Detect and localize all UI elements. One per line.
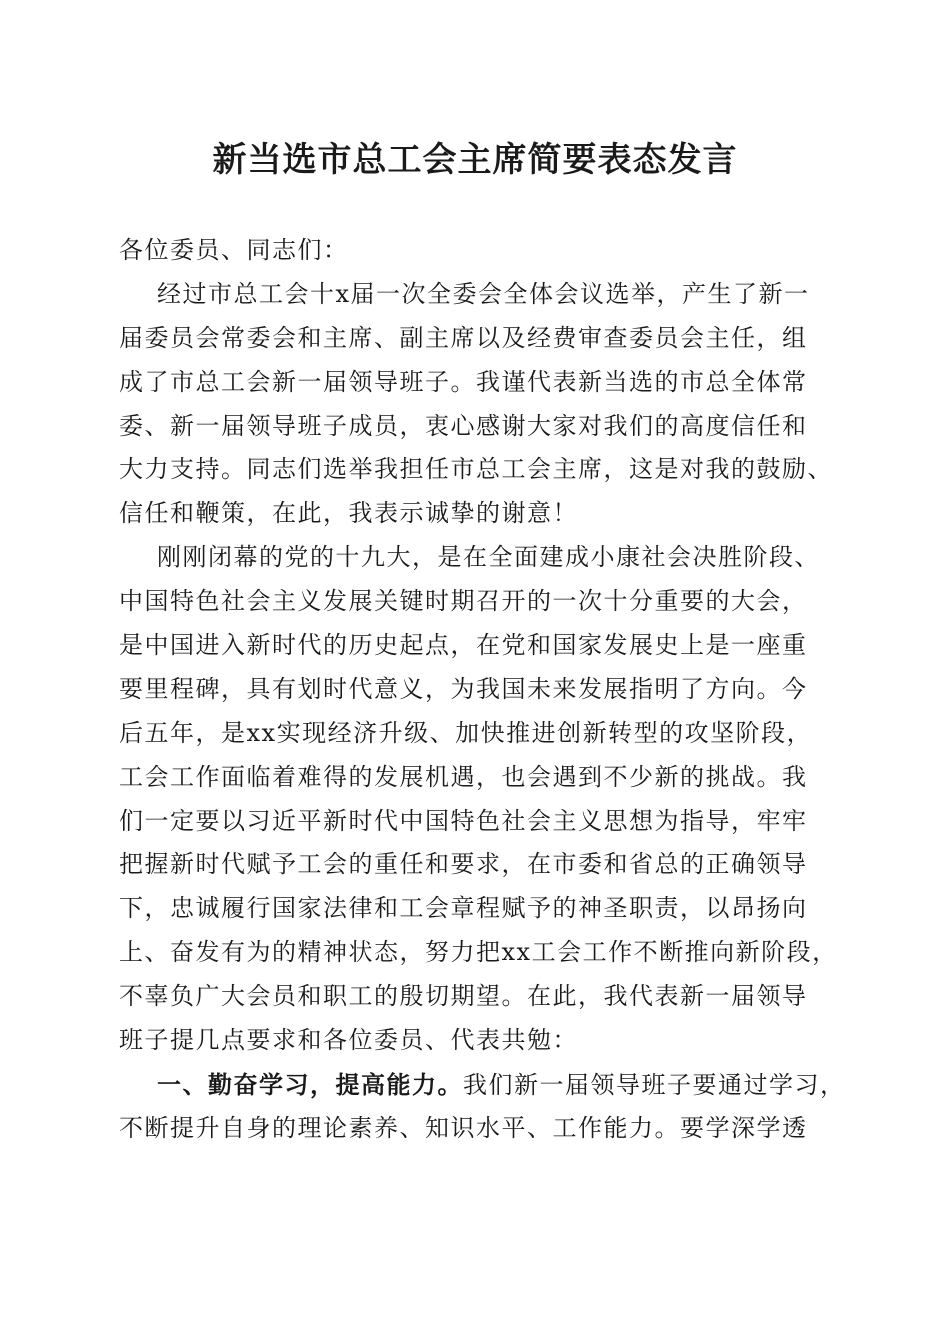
paragraph-2-line: 不辜负广大会员和职工的殷切期望。在此，我代表新一届领导 — [119, 982, 808, 1011]
paragraph-1-line: 大力支持。同志们选举我担任市总工会主席，这是对我的鼓励、 — [119, 455, 833, 484]
paragraph-1-line: 经过市总工会十x届一次全委会全体会议选举，产生了新一 — [157, 279, 810, 308]
paragraph-1-line: 届委员会常委会和主席、副主席以及经费审查委员会主任，组 — [119, 323, 808, 352]
paragraph-2-line: 班子提几点要求和各位委员、代表共勉： — [119, 1026, 578, 1055]
paragraph-3-line: 不断提升自身的理论素养、知识水平、工作能力。要学深学透 — [119, 1113, 808, 1142]
paragraph-2-line: 们一定要以习近平新时代中国特色社会主义思想为指导，牢牢 — [119, 806, 808, 835]
paragraph-1-line: 委、新一届领导班子成员，衷心感谢大家对我们的高度信任和 — [119, 411, 808, 440]
paragraph-2-line: 后五年，是xx实现经济升级、加快推进创新转型的攻坚阶段， — [119, 718, 813, 747]
greeting-line: 各位委员、同志们： — [119, 236, 349, 264]
paragraph-2-line: 上、奋发有为的精神状态，努力把xx工会工作不断推向新阶段， — [119, 938, 838, 967]
paragraph-2-line: 工会工作面临着难得的发展机遇，也会遇到不少新的挑战。我 — [119, 762, 808, 791]
paragraph-2-line: 中国特色社会主义发展关键时期召开的一次十分重要的大会， — [119, 587, 808, 616]
paragraph-3-first-line — [119, 1063, 846, 1107]
paragraph-2-line: 是中国进入新时代的历史起点，在党和国家发展史上是一座重 — [119, 631, 808, 660]
paragraph-3-line: 我们新一届领导班子要通过学习， — [463, 1070, 846, 1099]
paragraph-1-line: 信任和鞭策，在此，我表示诚挚的谢意！ — [119, 499, 578, 528]
paragraph-2-line: 刚刚闭幕的党的十九大，是在全面建成小康社会决胜阶段、 — [157, 543, 820, 572]
section-heading: 一、勤奋学习，提高能力。 — [157, 1069, 463, 1099]
paragraph-2-line: 把握新时代赋予工会的重任和要求，在市委和省总的正确领导 — [119, 850, 808, 879]
document-title: 新当选市总工会主席简要表态发言 — [212, 140, 738, 180]
paragraph-2-line: 要里程碑，具有划时代意义，为我国未来发展指明了方向。今 — [119, 674, 808, 703]
paragraph-1-line: 成了市总工会新一届领导班子。我谨代表新当选的市总全体常 — [119, 367, 808, 396]
paragraph-2-line: 下，忠诚履行国家法律和工会章程赋予的神圣职责，以昂扬向 — [119, 894, 808, 923]
document-body — [119, 229, 846, 1151]
